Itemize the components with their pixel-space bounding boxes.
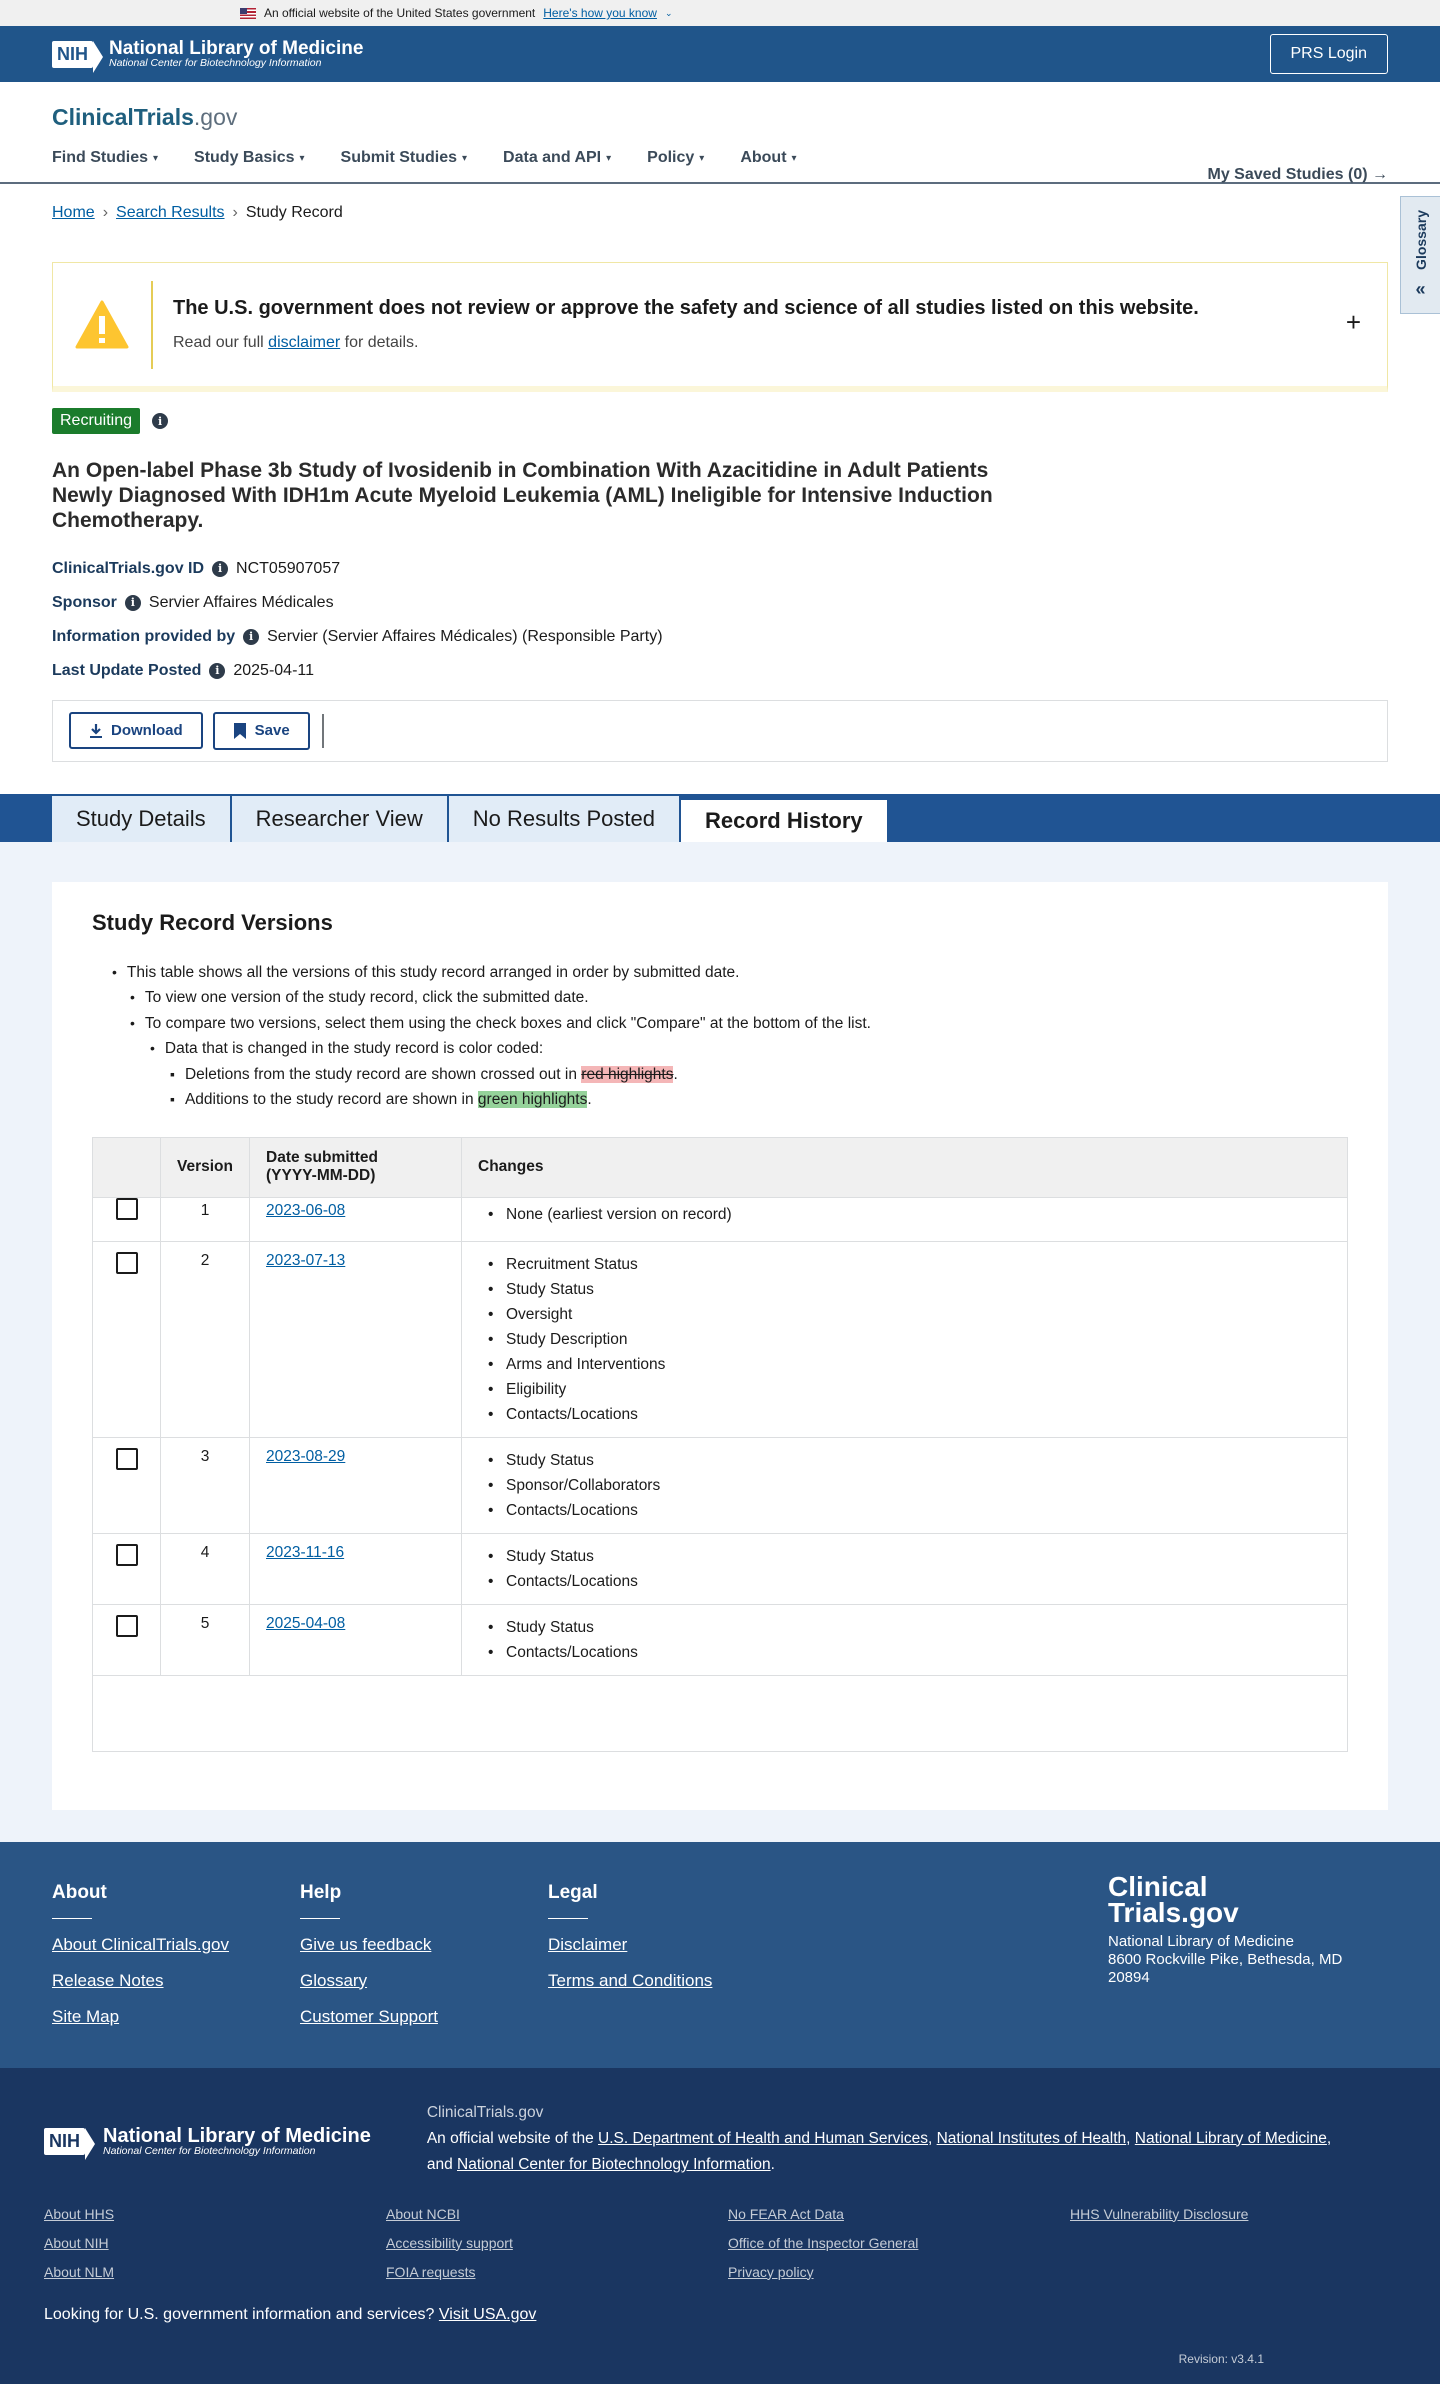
- nav-data-and-api[interactable]: Data and API ▾: [503, 149, 612, 166]
- footer-link[interactable]: Glossary: [300, 1970, 368, 1990]
- breadcrumb: [0, 184, 1440, 222]
- us-flag-icon: [240, 8, 256, 19]
- chevron-right-icon: ›: [102, 204, 109, 221]
- footer-link[interactable]: Terms and Conditions: [548, 1970, 713, 1990]
- footer-link[interactable]: FOIA requests: [386, 2263, 476, 2280]
- prs-login-button[interactable]: PRS Login: [1270, 34, 1389, 74]
- chevron-down-icon: ▾: [462, 152, 468, 164]
- record-versions-card: [52, 882, 1388, 1810]
- chevron-down-icon: ⌄: [664, 7, 673, 18]
- disclaimer-title: The U.S. government does not review or approve the safety and science of all studies listed on this website.: [173, 297, 1199, 319]
- last-update-value: 2025-04-11: [233, 661, 315, 679]
- nlm-logo[interactable]: [52, 39, 363, 69]
- versions-table: [92, 1137, 1348, 1752]
- tab-no-results-posted[interactable]: No Results Posted: [449, 796, 679, 842]
- footer-link[interactable]: Customer Support: [300, 2006, 438, 2026]
- footer-link[interactable]: Give us feedback: [300, 1934, 432, 1954]
- heres-how-you-know-link[interactable]: Here's how you know: [543, 6, 657, 20]
- nih-logo-box: NIH: [52, 41, 93, 68]
- tab-researcher-view[interactable]: Researcher View: [232, 796, 447, 842]
- ncbi-link[interactable]: National Center for Biotechnology Information: [457, 2155, 771, 2173]
- footer-link[interactable]: About HHS: [44, 2205, 115, 2222]
- nih-header: [0, 26, 1440, 82]
- footer-link[interactable]: Privacy policy: [728, 2263, 814, 2280]
- footer-brand: Clinical Trials.gov National Library of Medicine 8600 Rockville Pike, Bethesda, MD 20894: [1108, 1870, 1343, 1986]
- nav-about[interactable]: About ▾: [740, 149, 797, 166]
- version-date-link[interactable]: 2023-08-29: [266, 1447, 346, 1465]
- footer-link[interactable]: Disclaimer: [548, 1934, 628, 1954]
- footer-link[interactable]: Site Map: [52, 2006, 120, 2026]
- nav-study-basics[interactable]: Study Basics ▾: [194, 149, 305, 166]
- col-version: Version: [161, 1137, 250, 1197]
- chevron-down-icon: ▾: [699, 152, 705, 164]
- versions-heading: Study Record Versions: [92, 909, 333, 935]
- site-footer: [0, 1842, 1440, 2068]
- nct-id: NCT05907057: [236, 559, 341, 577]
- col-changes: Changes: [462, 1137, 1348, 1197]
- save-button[interactable]: Save: [213, 712, 310, 750]
- table-row: 2 2023-07-13 • Recruitment Status • Study Status • Oversight • Study Description • Arms and Interventions • Eligibility • Contacts/Locations: [93, 1241, 1348, 1437]
- nlm-link[interactable]: National Library of Medicine: [1134, 2129, 1327, 2147]
- version-date-link[interactable]: 2023-11-16: [266, 1543, 345, 1561]
- version-checkbox[interactable]: [116, 1448, 138, 1470]
- version-checkbox[interactable]: [116, 1252, 138, 1274]
- agency-footer: [0, 2068, 1440, 2384]
- tab-record-history[interactable]: Record History: [681, 796, 887, 842]
- info-icon[interactable]: i: [152, 413, 168, 429]
- info-icon[interactable]: i: [212, 561, 228, 577]
- nih-link[interactable]: National Institutes of Health: [936, 2129, 1127, 2147]
- agency-links: [44, 2206, 1396, 2280]
- table-row: 3 2023-08-29 • Study Status • Sponsor/Collaborators • Contacts/Locations: [93, 1437, 1348, 1533]
- my-saved-studies-link[interactable]: My Saved Studies (0) →: [1207, 166, 1388, 183]
- footer-ct-logo[interactable]: Clinical Trials.gov: [1108, 1870, 1239, 1929]
- divider: [322, 714, 324, 748]
- footer-link[interactable]: Accessibility support: [386, 2234, 513, 2251]
- download-icon: [89, 723, 103, 739]
- footer-about: About About ClinicalTrials.gov Release Notes Site Map: [52, 1882, 300, 2068]
- nlm-logo-title: National Library of Medicine: [109, 38, 364, 60]
- footer-help: Help Give us feedback Glossary Customer Support: [300, 1882, 548, 2068]
- table-row: 1 2023-06-08 • None (earliest version on record): [93, 1197, 1348, 1241]
- main-nav: [52, 149, 1388, 167]
- study-title: An Open-label Phase 3b Study of Ivosidenib in Combination With Azacitidine in Adult Patients Newly Diagnosed With IDH1m Acute Myeloid Leukemia (AML) Ineligible for Intensive Induction Chemotherapy.: [52, 459, 993, 533]
- agency-description: ClinicalTrials.gov An official website of the U.S. Department of Health and Human Services, National Institutes of Health, National Library of Medicine, and National Center for Biotechnology Information.: [426, 2103, 1332, 2173]
- chevron-down-icon: ▾: [153, 152, 159, 164]
- footer-link[interactable]: About NIH: [44, 2234, 109, 2251]
- version-date-link[interactable]: 2025-04-08: [266, 1614, 346, 1632]
- footer-legal: Legal Disclaimer Terms and Conditions: [548, 1882, 796, 2068]
- info-provided-value: Servier (Servier Affaires Médicales) (Responsible Party): [267, 627, 663, 645]
- gov-banner: [0, 0, 1440, 26]
- footer-link[interactable]: HHS Vulnerability Disclosure: [1070, 2205, 1249, 2222]
- nav-policy[interactable]: Policy ▾: [647, 149, 705, 166]
- glossary-label: Glossary: [1412, 209, 1429, 270]
- nav-submit-studies[interactable]: Submit Studies ▾: [340, 149, 468, 166]
- sponsor-value: Servier Affaires Médicales: [148, 593, 334, 611]
- breadcrumb-current: Study Record: [245, 204, 343, 221]
- download-button[interactable]: Download: [69, 712, 203, 749]
- version-date-link[interactable]: 2023-06-08: [266, 1201, 346, 1219]
- chevron-down-icon: ▾: [606, 152, 612, 164]
- chevron-down-icon: ▾: [791, 152, 797, 164]
- glossary-tab[interactable]: [1400, 196, 1440, 314]
- chevron-right-icon: ›: [232, 204, 238, 221]
- warning-icon: [53, 281, 153, 369]
- breadcrumb-home[interactable]: Home: [52, 204, 95, 221]
- arrow-right-icon: →: [1372, 166, 1388, 183]
- usa-gov-line: Looking for U.S. government information and services? Visit USA.gov: [44, 2305, 537, 2323]
- study-meta: ClinicalTrials.gov ID i NCT05907057 Sponsor i Servier Affaires Médicales Information provided by i Servier (Servier Affaires Médicales) (Responsible Party) Last Update Posted i 2025-04-11: [52, 559, 663, 679]
- col-date: Date submitted (YYYY-MM-DD): [250, 1137, 462, 1197]
- footer-link[interactable]: About NLM: [44, 2263, 115, 2280]
- usa-gov-link[interactable]: Visit USA.gov: [438, 2305, 537, 2323]
- revision-text: Revision: v3.4.1: [1178, 2351, 1264, 2366]
- clinicaltrials-logo[interactable]: ClinicalTrials.gov: [52, 104, 238, 130]
- footer-link[interactable]: About NCBI: [386, 2205, 460, 2222]
- action-bar: [52, 700, 1388, 762]
- breadcrumb-search-results[interactable]: Search Results: [116, 204, 225, 221]
- footer-link[interactable]: Release Notes: [52, 1970, 164, 1990]
- info-icon[interactable]: i: [243, 629, 259, 645]
- nlm-footer-logo[interactable]: NIH National Library of Medicine National Center for Biotechnology Information: [44, 2106, 371, 2178]
- version-checkbox[interactable]: [116, 1198, 138, 1220]
- table-row: 4 2023-11-16 • Study Status • Contacts/Locations: [93, 1533, 1348, 1604]
- versions-instructions: • This table shows all the versions of this study record arranged in order by submitted date. • To view one version of the study record, click the submitted date. • To compare two versions, select them using the check boxes and click "Compare" at the bottom of the list. • Data that is changed in the study record is color coded: ▪ Deletions from the study record are shown crossed out in red highlights. ▪ Additions to the study record are shown in green highlights.: [112, 963, 871, 1109]
- info-icon[interactable]: i: [209, 663, 225, 679]
- footer-link[interactable]: No FEAR Act Data: [728, 2205, 844, 2222]
- bookmark-icon: [233, 722, 247, 740]
- nav-find-studies[interactable]: Find Studies ▾: [52, 149, 159, 166]
- study-tabs: [0, 794, 1440, 842]
- version-date-link[interactable]: 2023-07-13: [266, 1251, 346, 1269]
- disclaimer-link[interactable]: disclaimer: [268, 334, 341, 351]
- gov-banner-text: An official website of the United States government: [264, 6, 536, 20]
- info-icon[interactable]: i: [125, 595, 141, 611]
- footer-link[interactable]: About ClinicalTrials.gov: [52, 1934, 229, 1954]
- tab-study-details[interactable]: Study Details: [52, 796, 230, 842]
- double-chevron-left-icon: «: [1415, 279, 1426, 300]
- expand-plus-icon[interactable]: +: [1345, 307, 1361, 337]
- table-row: 5 2025-04-08 • Study Status • Contacts/Locations: [93, 1604, 1348, 1675]
- hhs-link[interactable]: U.S. Department of Health and Human Services: [598, 2129, 928, 2147]
- footer-link[interactable]: Office of the Inspector General: [728, 2234, 919, 2251]
- version-checkbox[interactable]: [116, 1615, 138, 1637]
- site-header: [0, 82, 1440, 184]
- chevron-down-icon: ▾: [299, 152, 305, 164]
- nlm-logo-subtitle: National Center for Biotechnology Information: [109, 57, 322, 70]
- status-badge: Recruiting: [52, 408, 140, 434]
- disclaimer-alert: The U.S. government does not review or approve the safety and science of all studies listed on this website. Read our full disclaimer for details. +: [52, 262, 1388, 392]
- version-checkbox[interactable]: [116, 1544, 138, 1566]
